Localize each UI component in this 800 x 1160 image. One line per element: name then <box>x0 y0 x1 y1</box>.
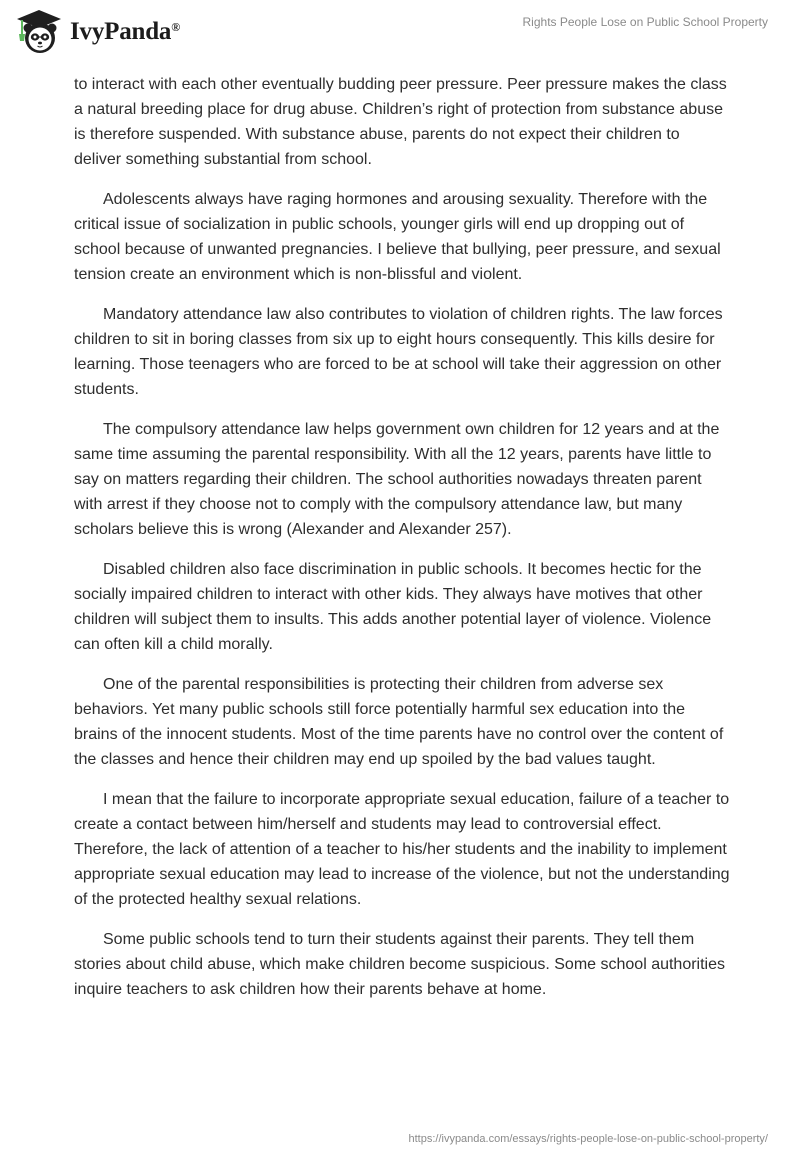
ivypanda-logo[interactable] <box>14 8 180 56</box>
brand-name: IvyPanda® <box>70 18 180 45</box>
panda-graduate-icon <box>14 8 64 56</box>
essay-body <box>74 72 730 1017</box>
paragraph: to interact with each other eventually budding peer pressure. Peer pressure makes the class a natural breeding place for drug abuse. Children’s right of protection from substance abuse is therefore suspended. With substance abuse, parents do not expect their children to deliver something substantial from school. <box>74 76 727 168</box>
paragraph: Adolescents always have raging hormones and arousing sexuality. Therefore with the critical issue of socialization in public schools, younger girls will end up dropping out of school because of unwanted pregnancies. I believe that bullying, peer pressure, and sexual tension create an environment which is non-blissful and violent. <box>74 191 721 283</box>
paragraph: Some public schools tend to turn their students against their parents. They tell them stories about child abuse, which make children become suspicious. Some school authorities inquire teachers to ask children how their parents behave at home. <box>74 931 726 998</box>
paragraph: The compulsory attendance law helps government own children for 12 years and at the same time assuming the parental responsibility. With all the 12 years, parents have little to say on matters regarding their children. The school authorities nowadays threaten parent with arrest if they choose not to comply with the compulsory attendance law, but many scholars believe this is wrong (Alexander and Alexander 257). <box>74 421 720 538</box>
paragraph: I mean that the failure to incorporate appropriate sexual education, failure of a teacher to create a contact between him/herself and students may lead to controversial effect. Therefore, the lack of attention of a teacher to his/her students and the inability to implement appropriate sexual education may lead to increase of the violence, but not the understanding of the protected healthy sexual relations. <box>74 791 730 908</box>
paragraph: Disabled children also face discrimination in public schools. It becomes hectic for the socially impaired children to interact with other kids. They always have motives that other children will subject them to insults. This adds another potential layer of violence. Violence can often kill a child morally. <box>74 561 712 653</box>
source-url[interactable]: https://ivypanda.com/essays/rights-people-lose-on-public-school-property/ <box>408 1133 768 1145</box>
document-title: Rights People Lose on Public School Property <box>522 15 768 29</box>
paragraph: Mandatory attendance law also contributes to violation of children rights. The law forces children to sit in boring classes from six up to eight hours consequently. This kills desire for learning. Those teenagers who are forced to be at school will take their aggression on other students. <box>74 306 723 398</box>
paragraph: One of the parental responsibilities is protecting their children from adverse sex behaviors. Yet many public schools still force potentially harmful sex education into the brains of the innocent students. Most of the time parents have no control over the content of the classes and hence their children may end up spoiled by the bad values taught. <box>74 676 724 768</box>
page-header <box>0 0 800 70</box>
